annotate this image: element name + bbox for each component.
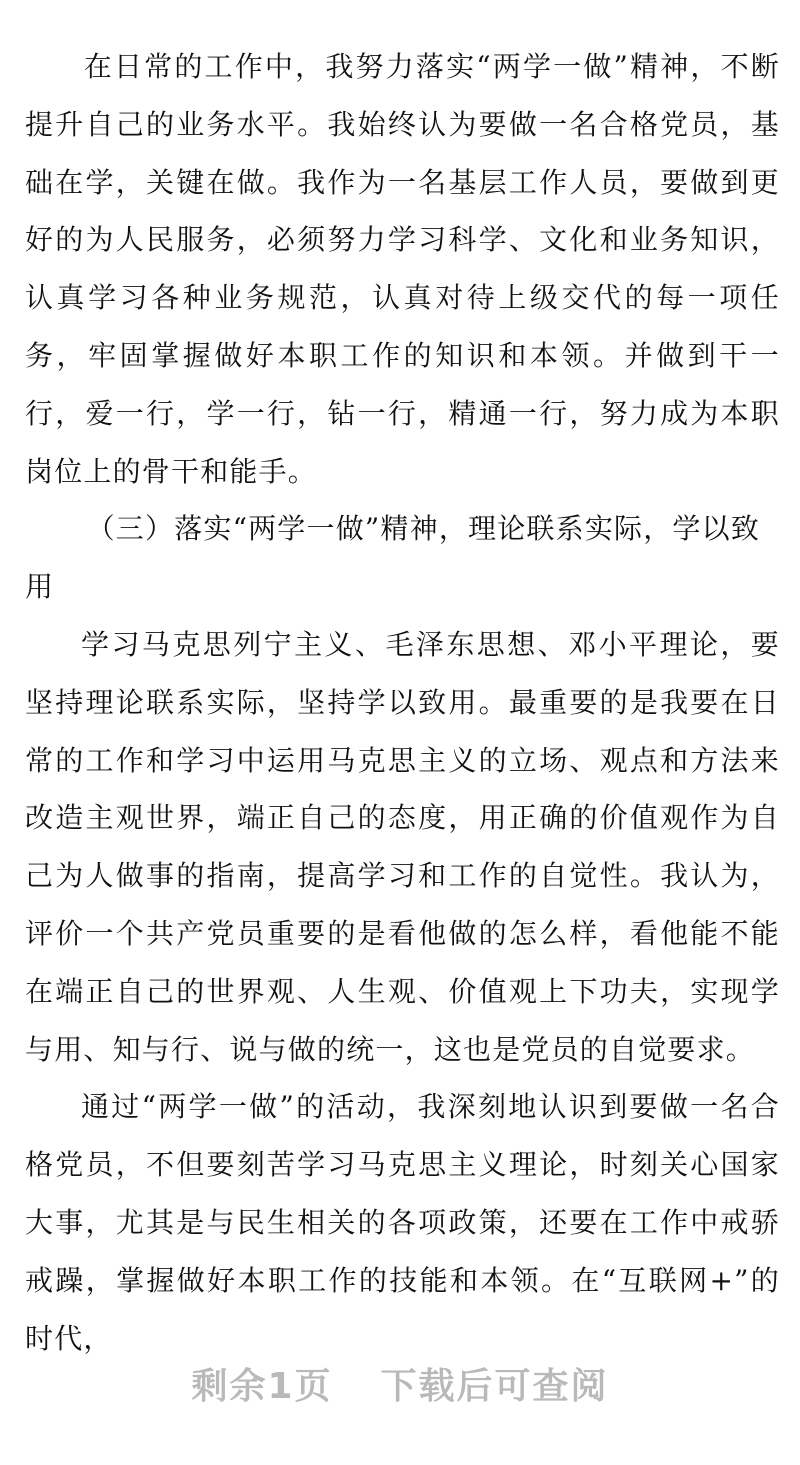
paragraph-work-practice: 在日常的工作中，我努力落实“两学一做”精神，不断提升自己的业务水平。我始终认为要做一名合格党员，基础在学，关键在做。我作为一名基层工作人员，要做到更好的为人民服务，必须努力学习科学、文化和业务知识，认真学习各种业务规范，认真对待上级交代的每一项任务，牢固掌握做好本职工作的知识和本领。并做到干一行，爱一行，学一行，钻一行，精通一行，努力成为本职岗位上的骨干和能手。 [25, 50, 780, 488]
section-heading-three: （三）落实“两学一做”精神，理论联系实际，学以致用 [25, 512, 761, 604]
paragraph-theory-practice: 学习马克思列宁主义、毛泽东思想、邓小平理论，要坚持理论联系实际，坚持学以致用。最重要的是我要在日常的工作和学习中运用马克思主义的立场、观点和方法来改造主观世界，端正自己的态度，用正确的价值观作为自己为人做事的指南，提高学习和工作的自觉性。我认为，评价一个共产党员重要的是看他做的怎么样，看他能不能在端正自己的世界观、人生观、价值观上下功夫，实现学与用、知与行、说与做的统一，这也是党员的自觉要求。 [25, 627, 780, 1066]
document-body [25, 38, 780, 1367]
remaining-pages-label: 剩余1页 [191, 1366, 333, 1407]
download-watermark [0, 1358, 800, 1409]
download-to-view-label: 下载后可查阅 [380, 1366, 609, 1407]
paragraph-activity-reflection: 通过“两学一做”的活动，我深刻地认识到要做一名合格党员，不但要刻苦学习马克思主义理论，时刻关心国家大事，尤其是与民生相关的各项政策，还要在工作中戒骄戒躁，掌握做好本职工作的技能和本领。在“互联网+”的时代， [25, 1090, 780, 1355]
